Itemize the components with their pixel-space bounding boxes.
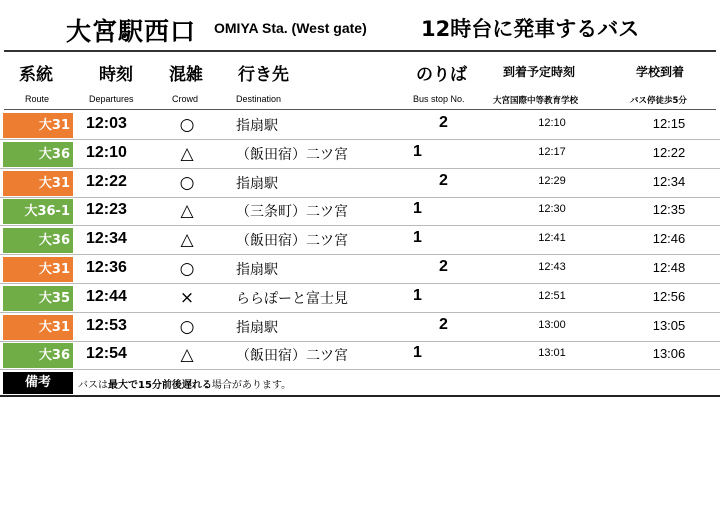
remarks-text-1: バスは [78, 380, 108, 391]
destination: 指扇駅 [236, 262, 278, 278]
remarks-text [78, 376, 291, 391]
destination: （飯田宿）二ツ宮 [236, 146, 348, 163]
bus-stop-number: 2 [439, 258, 448, 275]
header-route: 系統 [19, 65, 53, 85]
route-badge: 大31 [3, 315, 73, 340]
departure-time: 12:23 [86, 201, 127, 219]
crowd-level: △ [180, 143, 194, 164]
remarks-label: 備考 [3, 372, 73, 394]
crowd-level: ○ [179, 316, 195, 337]
destination: 指扇駅 [236, 118, 278, 134]
arrival-time: 12:10 [538, 117, 566, 129]
title-divider [4, 50, 716, 52]
bus-stop-number: 1 [413, 142, 422, 160]
destination: （飯田宿）二ツ宮 [236, 348, 348, 365]
remarks-row [0, 371, 720, 397]
arrival-time: 12:51 [538, 289, 566, 302]
departure-time: 12:53 [86, 316, 127, 334]
crowd-level: △ [180, 201, 194, 222]
route-badge: 大36 [3, 343, 73, 368]
timetable-subtitle: 12時台に発車するバス [421, 17, 640, 41]
arrival-time: 13:00 [538, 318, 566, 331]
arrival-time: 12:17 [538, 145, 566, 158]
destination: （飯田宿）二ツ宮 [236, 233, 348, 250]
header-walk-note: バス停徒歩5分 [630, 96, 687, 106]
bus-stop-number: 2 [439, 171, 448, 189]
crowd-level: △ [180, 345, 194, 366]
departure-time: 12:34 [86, 230, 127, 248]
arrival-time: 12:30 [538, 203, 566, 216]
crowd-level: ○ [179, 172, 195, 193]
school-arrival-time: 12:35 [652, 202, 686, 218]
departure-time: 12:22 [86, 172, 127, 190]
header-school-arrival: 学校到着 [636, 65, 685, 79]
station-name-en: OMIYA Sta. (West gate) [214, 20, 367, 36]
departure-time: 12:10 [86, 143, 127, 161]
destination: ららぽーと富士見 [236, 290, 348, 307]
route-badge: 大35 [3, 286, 73, 311]
header-destination: 行き先 [238, 65, 289, 85]
remarks-text-emphasis: 最大で15分前後遅れる [108, 380, 212, 391]
departure-time: 12:54 [86, 345, 127, 363]
school-arrival-time: 12:15 [652, 116, 686, 131]
school-arrival-time: 12:34 [652, 173, 686, 189]
route-badge: 大31 [3, 257, 73, 282]
table-row [0, 169, 720, 198]
station-name-jp: 大宮駅西口 [66, 17, 197, 46]
table-row [0, 255, 720, 284]
destination: （三条町）二ツ宮 [236, 204, 348, 221]
bus-stop-number: 1 [413, 200, 422, 218]
header-bus-stop: のりば [416, 65, 467, 85]
crowd-level: × [179, 287, 195, 308]
table-row [0, 341, 720, 370]
table-row [0, 197, 720, 226]
table-header [0, 58, 720, 110]
page-title [0, 10, 720, 44]
arrival-time: 12:41 [538, 232, 566, 245]
departure-time: 12:03 [86, 115, 127, 132]
route-badge: 大31 [3, 171, 73, 196]
crowd-level: △ [180, 230, 194, 251]
header-route-en: Route [25, 94, 50, 104]
table-row [0, 111, 720, 140]
school-arrival-time: 12:48 [652, 260, 686, 275]
bus-stop-number: 2 [439, 114, 448, 131]
header-crowd: 混雑 [169, 65, 203, 85]
destination: 指扇駅 [236, 175, 278, 192]
table-row [0, 284, 720, 313]
header-arrival: 到着予定時刻 [503, 65, 576, 79]
school-arrival-time: 12:56 [652, 288, 686, 304]
route-badge: 大31 [3, 113, 73, 138]
school-arrival-time: 13:06 [652, 346, 686, 362]
school-arrival-time: 12:22 [652, 144, 686, 160]
header-divider [4, 109, 716, 110]
bus-stop-number: 1 [413, 344, 422, 362]
remarks-text-2: 場合があります。 [211, 380, 292, 391]
departure-time: 12:44 [86, 287, 127, 305]
header-crowd-en: Crowd [172, 94, 199, 104]
header-destination-en: Destination [236, 94, 282, 104]
header-departures: 時刻 [99, 65, 133, 85]
route-badge: 大36 [3, 142, 73, 167]
bus-stop-number: 1 [413, 286, 422, 304]
destination: 指扇駅 [236, 319, 278, 336]
bus-stop-number: 2 [439, 315, 448, 333]
arrival-time: 13:01 [538, 347, 566, 360]
school-arrival-time: 12:46 [652, 231, 686, 247]
arrival-time: 12:43 [538, 261, 566, 273]
header-departures-en: Departures [89, 94, 134, 104]
bus-stop-number: 1 [413, 229, 422, 247]
table-row [0, 226, 720, 255]
header-bus-stop-en: Bus stop No. [413, 94, 465, 104]
arrival-time: 12:29 [538, 174, 566, 187]
departure-time: 12:36 [86, 259, 127, 276]
crowd-level: ○ [179, 115, 195, 135]
table-row [0, 313, 720, 342]
route-badge: 大36 [3, 228, 73, 253]
school-arrival-time: 13:05 [652, 317, 686, 333]
table-row [0, 140, 720, 169]
route-badge: 大36-1 [3, 199, 73, 224]
header-arrival-school: 大宮国際中等教育学校 [493, 96, 579, 106]
crowd-level: ○ [179, 259, 195, 279]
